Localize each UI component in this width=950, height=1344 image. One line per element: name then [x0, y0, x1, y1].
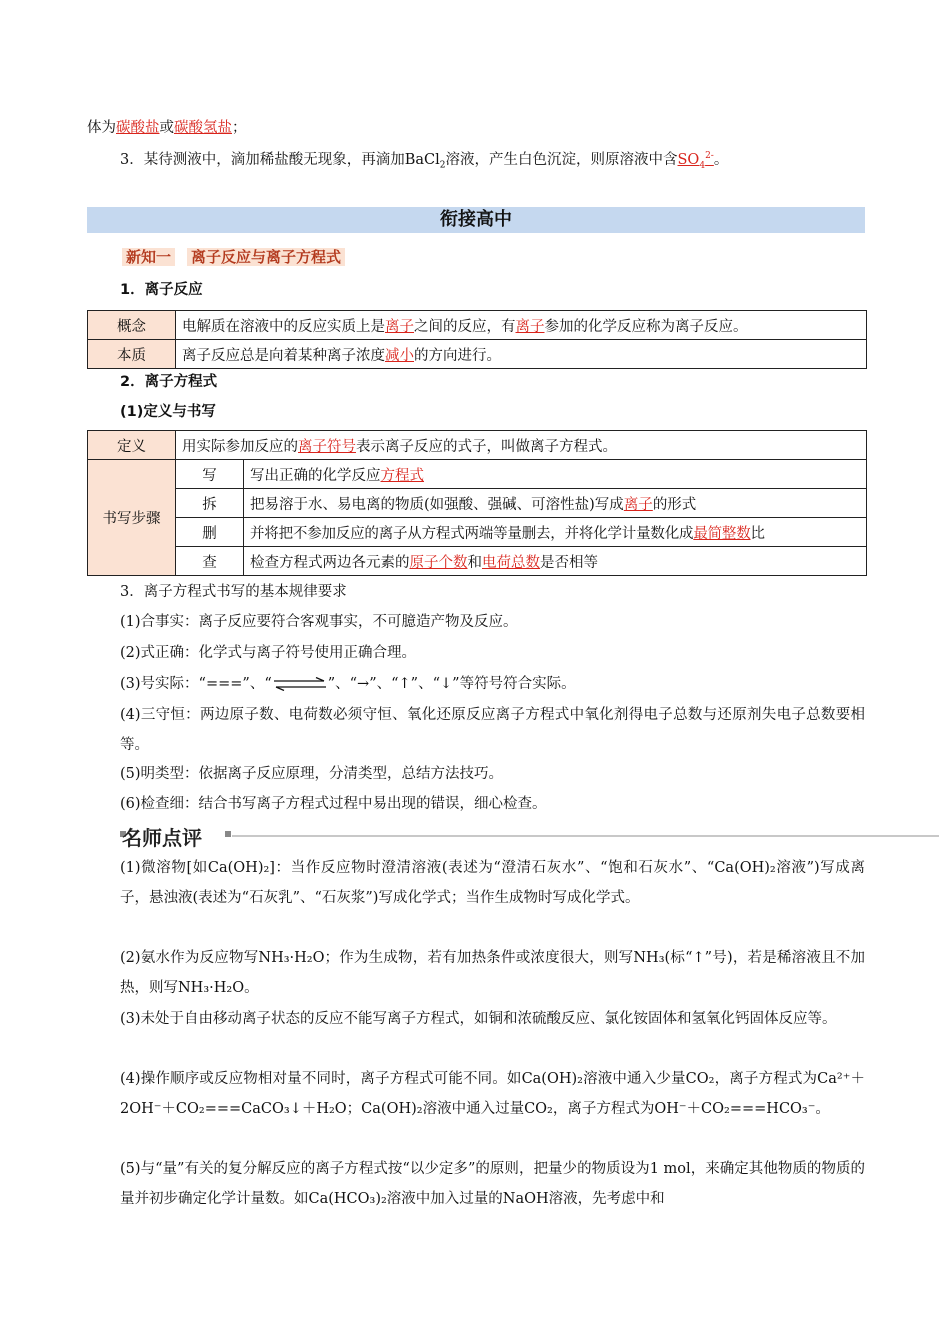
text-span: 把易溶于水、易电离的物质(如强酸、强碱、可溶性盐)写成 — [250, 496, 624, 513]
comment-4: (4)操作顺序或反应物相对量不同时，离子方程式可能不同。如Ca(OH)₂溶液中通入少量CO₂，离子方程式为Ca²⁺＋2OH⁻＋CO₂===CaCO₃↓＋H₂O；Ca(OH)₂溶液中通入过量CO₂，离子方程式为OH⁻＋CO₂===HCO₃⁻。 — [120, 1071, 865, 1117]
table-row — [88, 431, 867, 460]
answer-bicarbonate: 碳酸氢盐 — [174, 120, 232, 136]
table-row — [88, 311, 867, 340]
text-span: 是否相等 — [540, 554, 598, 571]
title-rule — [232, 835, 939, 837]
comment-2: (2)氨水作为反应物写NH₃·H₂O；作为生成物，若有加热条件或浓度很大，则写NH₃(标“↑”号)，若是稀溶液且不加热，则写NH₃·H₂O。 — [120, 950, 865, 996]
rule-6: (6)检查细：结合书写离子方程式过程中易出现的错误，细心检查。 — [120, 796, 547, 812]
step-name: 拆 — [176, 489, 244, 518]
text-span: 的方向进行。 — [414, 347, 501, 364]
concept-header: 概念 — [88, 311, 176, 340]
new-knowledge-tag: 新知一 — [122, 248, 175, 266]
text-span: 之间的反应，有 — [414, 318, 516, 335]
rule-1: (1)合事实：离子反应要符合客观事实，不可臆造产物及反应。 — [120, 614, 518, 630]
text-span: ”、“→”、“↑”、“↓”等符号符合实际。 — [327, 676, 576, 692]
comment-1: (1)微溶物[如Ca(OH)₂]：当作反应物时澄清溶液(表述为“澄清石灰水”、“饱和石灰水”、“Ca(OH)₂溶液”)写成离子，悬浊液(表述为“石灰乳”、“石灰浆”)写成化学式；当作生成物时写成化学式。 — [120, 860, 865, 906]
comment-3: (3)未处于自由移动离子状态的反应不能写离子方程式，如铜和浓硫酸反应、氯化铵固体和氢氧化钙固体反应等。 — [120, 1011, 837, 1027]
step-name: 查 — [176, 547, 244, 576]
step-desc — [244, 460, 867, 489]
table-row — [88, 489, 867, 518]
answer-ion-symbol: 离子符号 — [298, 438, 356, 455]
answer-decrease: 减小 — [385, 347, 414, 364]
text-span: 比 — [750, 525, 765, 542]
step-desc — [244, 489, 867, 518]
ionic-equation-table — [87, 430, 867, 576]
teacher-comment-title: 名师点评 — [122, 826, 202, 850]
text-span: SO — [677, 151, 700, 168]
text-span: 离子反应总是向着某种离子浓度 — [182, 347, 385, 364]
answer-simplest-integer: 最简整数 — [693, 525, 751, 542]
text-span: 或 — [159, 120, 174, 136]
step-desc — [244, 518, 867, 547]
carbonate-line — [87, 118, 865, 138]
rule-4: (4)三守恒：两边原子数、电荷数必须守恒、氧化还原反应离子方程式中氧化剂得电子总数与还原剂失电子总数要相等。 — [120, 707, 865, 753]
text-span: 体为 — [87, 120, 116, 136]
answer-carbonate: 碳酸盐 — [116, 120, 160, 136]
rule-3 — [87, 674, 865, 694]
section-2-subtitle: (1)定义与书写 — [120, 404, 216, 420]
text-span: ； — [232, 120, 247, 136]
answer-ion: 离子 — [385, 318, 414, 335]
answer-ion: 离子 — [623, 496, 653, 513]
text-span: 用实际参加反应的 — [182, 438, 298, 455]
subscript: 4 — [699, 160, 706, 171]
rule-5: (5)明类型：依据离子反应原理，分清类型，总结方法技巧。 — [120, 766, 504, 782]
text-span: 。 — [713, 151, 729, 168]
table-row — [88, 518, 867, 547]
answer-ion: 离子 — [515, 318, 545, 335]
answer-equation: 方程式 — [380, 467, 424, 484]
subscript: 2 — [439, 160, 446, 171]
answer-total-charge: 电荷总数 — [482, 554, 540, 571]
ionic-reaction-table — [87, 310, 867, 369]
text-span: 的形式 — [652, 496, 697, 513]
concept-cell — [176, 311, 867, 340]
comment-5: (5)与“量”有关的复分解反应的离子方程式按“以少定多”的原则，把量少的物质设为1 mol，来确定其他物质的物质的量并初步确定化学计量数。如Ca(HCO₃)₂溶液中加入过量的NaOH溶液，先考虑中和 — [120, 1161, 865, 1207]
definition-cell — [176, 431, 867, 460]
rule-2: (2)式正确：化学式与离子符号使用正确合理。 — [120, 645, 417, 661]
table-row — [88, 547, 867, 576]
rules-title: 3．离子方程式书写的基本规律要求 — [120, 584, 347, 600]
section-banner: 衔接高中 — [87, 207, 865, 233]
new-knowledge-title: 离子反应与离子方程式 — [187, 248, 345, 266]
table-row — [88, 340, 867, 369]
step-name: 删 — [176, 518, 244, 547]
text-span: 表示离子反应的式子，叫做离子方程式。 — [356, 438, 617, 455]
section-1-title: 1．离子反应 — [120, 282, 203, 298]
section-2-title: 2．离子方程式 — [120, 374, 218, 390]
text-span: 3．某待测液中，滴加稀盐酸无现象，再滴加BaCl — [120, 151, 440, 168]
decoration-square-icon — [225, 831, 231, 837]
step-name: 写 — [176, 460, 244, 489]
new-knowledge-heading — [122, 245, 345, 269]
text-span: 溶液，产生白色沉淀，则原溶液中含 — [445, 151, 678, 168]
text-span: 检查方程式两边各元素的 — [250, 554, 410, 571]
step-desc — [244, 547, 867, 576]
essence-cell — [176, 340, 867, 369]
text-span: (3)号实际：“===”、“ — [120, 676, 272, 692]
reversible-arrow-icon — [272, 677, 328, 691]
sulfate-line — [87, 146, 865, 176]
text-span: 写出正确的化学反应 — [250, 467, 381, 484]
text-span: 电解质在溶液中的反应实质上是 — [182, 318, 385, 335]
essence-header: 本质 — [88, 340, 176, 369]
text-span: 参加的化学反应称为离子反应。 — [544, 318, 748, 335]
text-span: 并将把不参加反应的离子从方程式两端等量删去，并将化学计量数化成 — [250, 525, 694, 542]
answer-sulfate — [677, 151, 714, 171]
table-row — [88, 460, 867, 489]
superscript: 2- — [705, 151, 714, 161]
writing-steps-header: 书写步骤 — [88, 460, 176, 576]
text-span: 和 — [467, 554, 482, 571]
definition-header: 定义 — [88, 431, 176, 460]
answer-atom-count: 原子个数 — [409, 554, 468, 571]
